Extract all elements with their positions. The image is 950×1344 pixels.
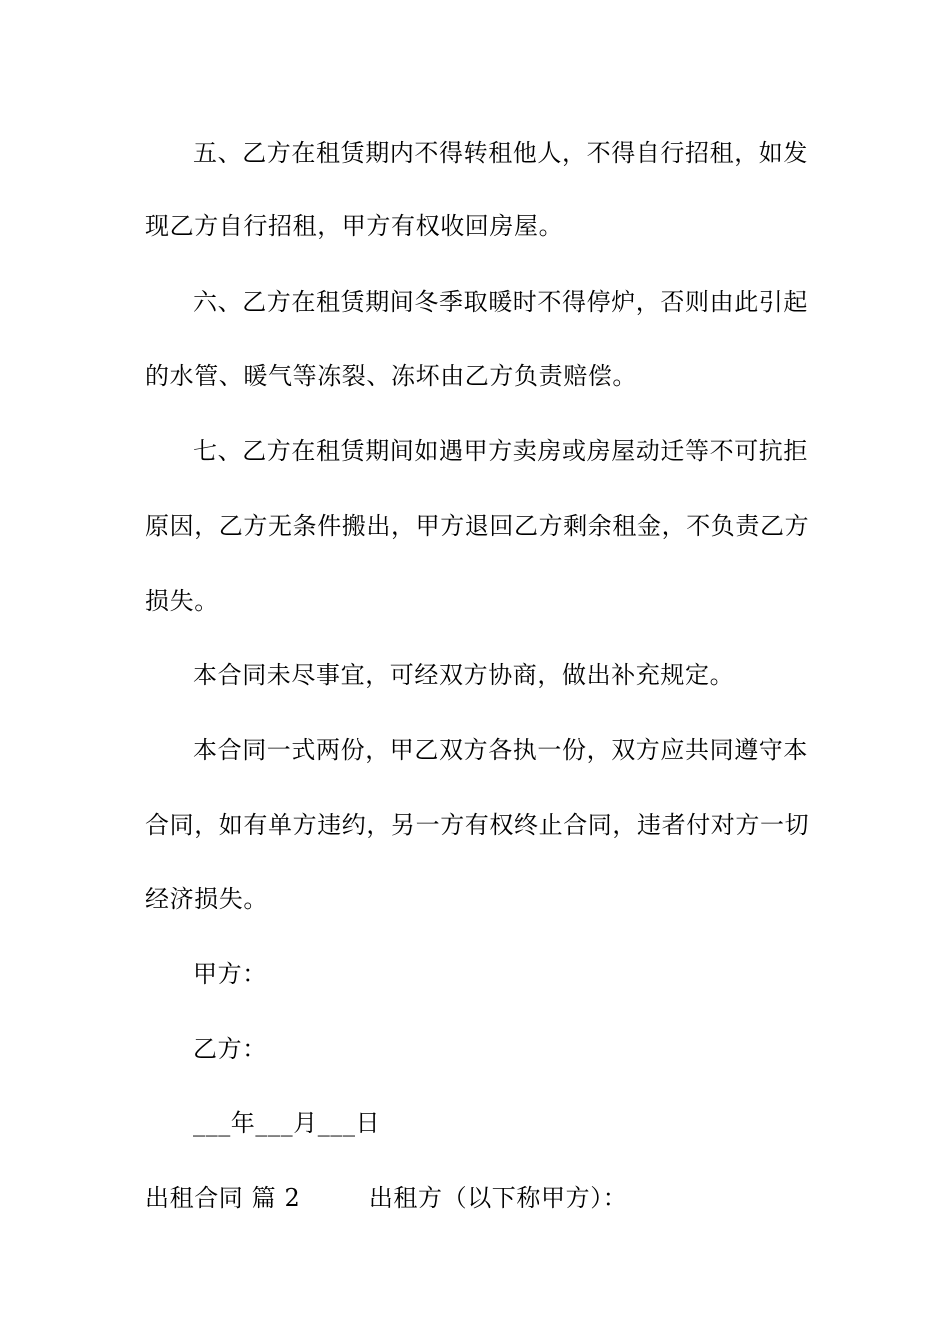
- clause-6-line-1: 六、乙方在租赁期间冬季取暖时不得停炉，否则由此引起: [193, 288, 808, 316]
- clause-6-line-2: 的水管、暖气等冻裂、冻坏由乙方负责赔偿。: [145, 362, 637, 390]
- next-contract-header: [145, 1182, 810, 1214]
- copies-paragraph-line-1: 本合同一式两份，甲乙双方各执一份，双方应共同遵守本: [193, 736, 808, 764]
- clause-5-line-2: 现乙方自行招租，甲方有权收回房屋。: [145, 212, 564, 240]
- copies-paragraph-line-3: 经济损失。: [145, 885, 268, 913]
- clause-7-line-3: 损失。: [145, 587, 219, 615]
- clause-5-line-1: 五、乙方在租赁期内不得转租他人，不得自行招租，如发: [193, 139, 808, 167]
- party-b-signature-label: 乙方：: [193, 1035, 267, 1063]
- date-line: ___年___月___日: [193, 1109, 381, 1137]
- party-a-signature-label: 甲方：: [193, 960, 267, 988]
- clause-7-line-2: 原因，乙方无条件搬出，甲方退回乙方剩余租金，不负责乙方: [145, 512, 810, 540]
- supplement-paragraph: 本合同未尽事宜，可经双方协商，做出补充规定。: [193, 661, 735, 689]
- copies-paragraph-line-2: 合同，如有单方违约，另一方有权终止合同，违者付对方一切: [145, 811, 810, 839]
- clause-7-line-1: 七、乙方在租赁期间如遇甲方卖房或房屋动迁等不可抗拒: [193, 437, 808, 465]
- section-number: 篇 2: [251, 1184, 301, 1212]
- lessor-label: 出租方（以下称甲方）：: [368, 1184, 628, 1212]
- contract-title: 出租合同: [145, 1184, 244, 1212]
